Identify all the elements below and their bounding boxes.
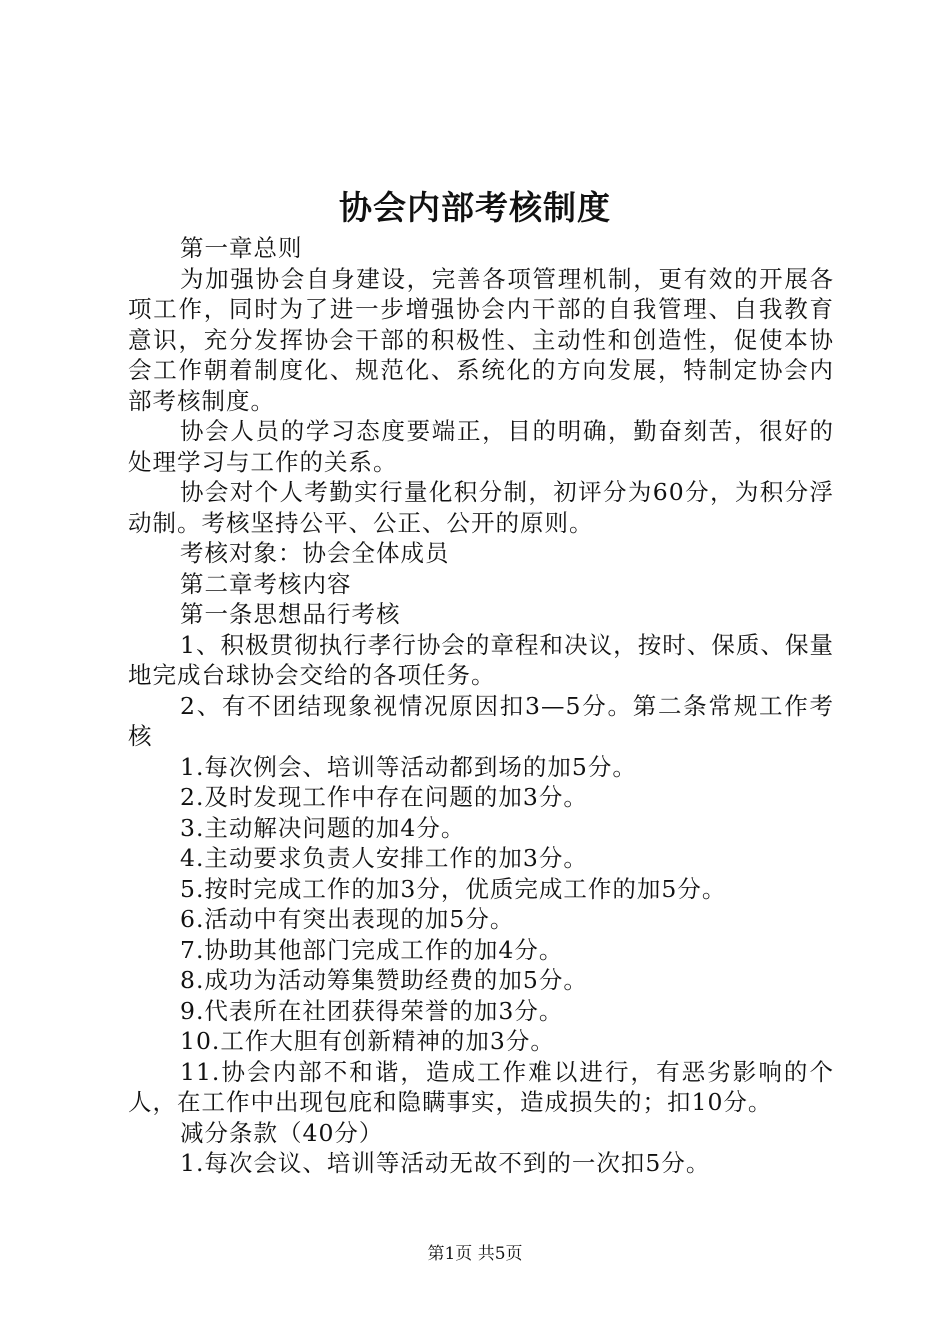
paragraph-chapter-2-heading: 第二章考核内容 bbox=[180, 569, 352, 598]
paragraph-scoring: 协会对个人考勤实行量化积分制，初评分为60分，为积分浮动制。考核坚持公平、公正、公开的原则。 bbox=[128, 478, 834, 537]
document-title: 协会内部考核制度 bbox=[339, 188, 611, 227]
list-item: 11.协会内部不和谐，造成工作难以进行，有恶劣影响的个人，在工作中出现包庇和隐瞒事实，造成损失的；扣10分。 bbox=[128, 1057, 834, 1116]
list-item: 3.主动解决问题的加4分。 bbox=[180, 813, 466, 842]
paragraph-article-1-heading: 第一条思想品行考核 bbox=[180, 600, 401, 628]
list-item: 2、有不团结现象视情况原因扣3—5分。第二条常规工作考核 bbox=[128, 691, 834, 750]
list-item: 6.活动中有突出表现的加5分。 bbox=[180, 905, 515, 933]
paragraph-purpose: 为加强协会自身建设，完善各项管理机制，更有效的开展各项工作，同时为了进一步增强协会内干部的自我管理、自我教育意识，充分发挥协会干部的积极性、主动性和创造性，促使本协会工作朝着制度化、规范化、系统化的方向发展，特制定协会内部考核制度。 bbox=[128, 264, 834, 415]
paragraph-attitude: 协会人员的学习态度要端正，目的明确，勤奋刻苦，很好的处理学习与工作的关系。 bbox=[128, 417, 834, 476]
list-item: 7.协助其他部门完成工作的加4分。 bbox=[180, 935, 564, 964]
list-item: 2.及时发现工作中存在问题的加3分。 bbox=[180, 783, 588, 811]
page-footer: 第1页 共5页 bbox=[427, 1244, 523, 1264]
list-item: 4.主动要求负责人安排工作的加3分。 bbox=[180, 844, 588, 872]
list-item: 9.代表所在社团获得荣誉的加3分。 bbox=[180, 996, 564, 1025]
list-item: 5.按时完成工作的加3分，优质完成工作的加5分。 bbox=[180, 874, 727, 903]
list-item: 1、积极贯彻执行孝行协会的章程和决议，按时、保质、保量地完成台球协会交给的各项任务。 bbox=[128, 630, 834, 689]
paragraph-assessment-target: 考核对象：协会全体成员 bbox=[180, 539, 450, 567]
document-body bbox=[128, 233, 834, 1179]
list-item: 1.每次例会、培训等活动都到场的加5分。 bbox=[180, 752, 637, 781]
list-item: 8.成功为活动筹集赞助经费的加5分。 bbox=[180, 966, 588, 994]
paragraph-deduction-heading: 减分条款（40分） bbox=[180, 1118, 384, 1147]
paragraph-chapter-1-heading: 第一章总则 bbox=[180, 234, 303, 262]
list-item: 10.工作大胆有创新精神的加3分。 bbox=[180, 1027, 555, 1055]
list-item: 1.每次会议、培训等活动无故不到的一次扣5分。 bbox=[180, 1149, 711, 1177]
